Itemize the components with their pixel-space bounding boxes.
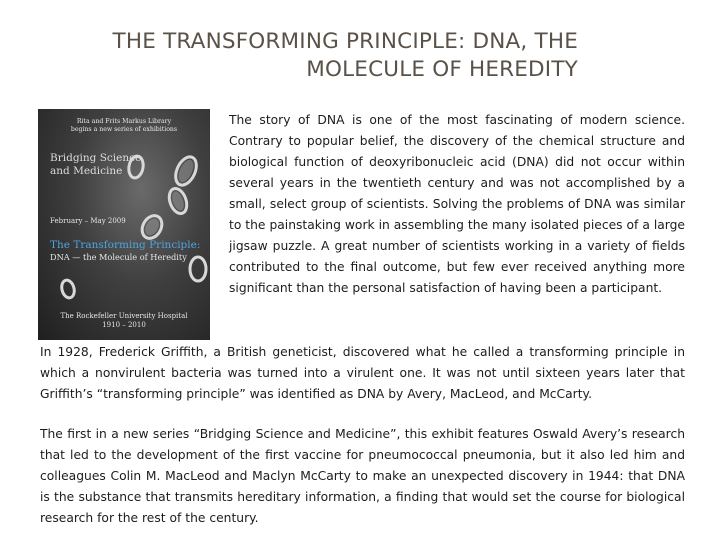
poster-years: 1910 – 2010 (102, 321, 146, 329)
poster-dates: February – May 2009 (50, 217, 126, 225)
poster-exhibit-subtitle: DNA — the Molecule of Heredity (50, 252, 187, 262)
poster-series-intro: begins a new series of exhibitions (70, 126, 178, 133)
page-title (40, 28, 578, 84)
exhibit-poster-image (38, 109, 210, 340)
page-title-line-2: MOLECULE OF HEREDITY (306, 57, 578, 82)
exhibit-paragraph: The first in a new series “Bridging Science and Medicine”, this exhibit features Oswald Avery’s research that led to the development of the first vaccine for pneumococcal pneumonia, but it also led him and colleagues Colin M. MacLeod and Maclyn McCarty to make an unexpected discovery in 1944: that DNA is the substance that transmits hereditary information, a finding that would set the course for biological research for the rest of the century. (40, 427, 685, 525)
poster-series-line-1: Bridging Science (50, 152, 142, 164)
griffith-paragraph: In 1928, Frederick Griffith, a British geneticist, discovered what he called a transforming principle in which a nonvirulent bacteria was turned into a virulent one. It was not until sixteen years later that Griffith’s “transforming principle” was identified as DNA by Avery, MacLeod, and McCarty. (40, 345, 685, 401)
page-title-line-1: THE TRANSFORMING PRINCIPLE: DNA, THE (112, 29, 578, 54)
poster-hospital: The Rockefeller University Hospital (60, 312, 188, 320)
intro-paragraph: The story of DNA is one of the most fascinating of modern science. Contrary to popular belief, the discovery of the chemical structure and biological function of deoxyribonucleic acid (DNA) did not occur within several years in the twentieth century and was not accomplished by a small, select group of scientists. Solving the problems of DNA was similar to the painstaking work in assembling the many isolated pieces of a large jigsaw puzzle. A great number of scientists working in a variety of fields contributed to the final outcome, but few ever received anything more significant than the personal satisfaction of having been a participant. (229, 113, 685, 295)
poster-series-line-2: and Medicine (50, 165, 123, 177)
poster-library-name: Rita and Frits Markus Library (76, 118, 172, 125)
poster-exhibit-title: The Transforming Principle: (50, 239, 201, 251)
